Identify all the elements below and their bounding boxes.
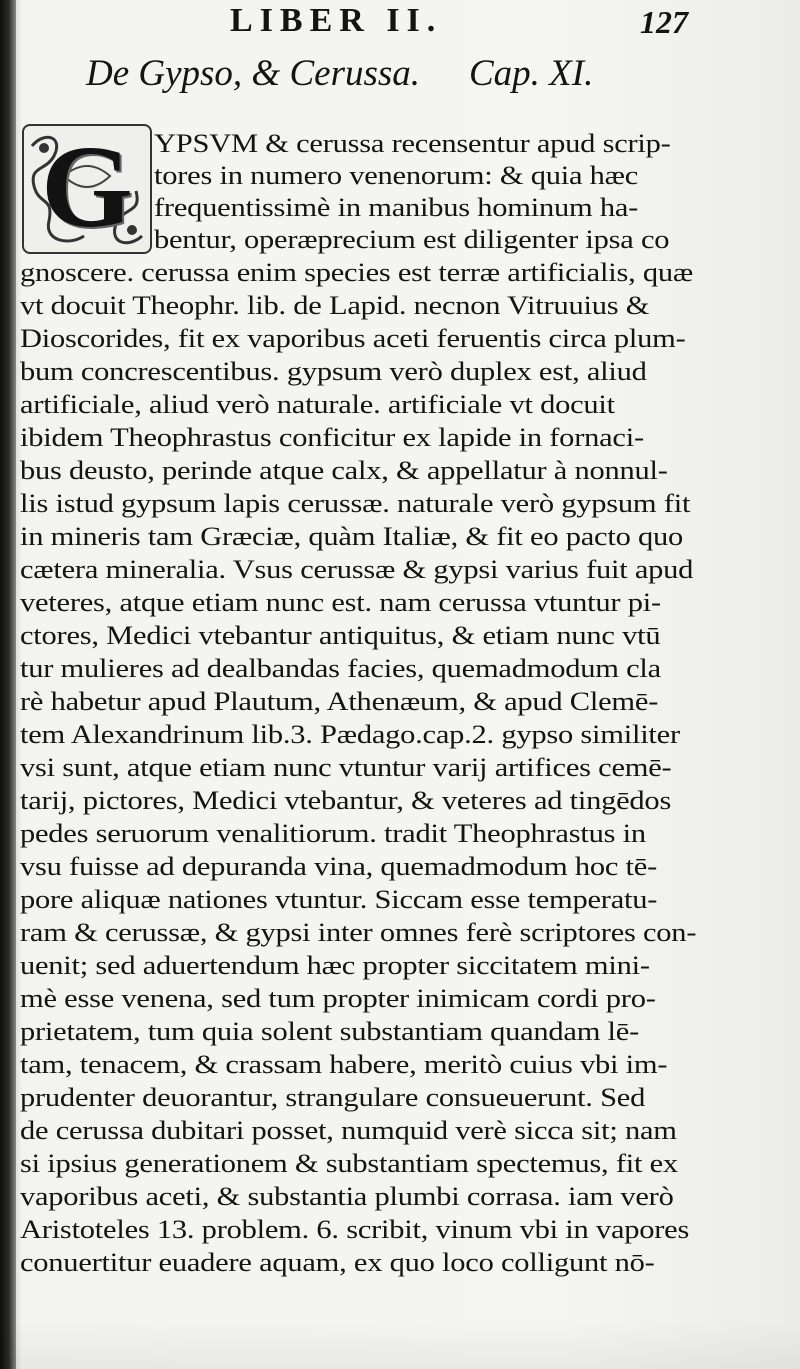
text-line: cætera mineralia. Vsus cerussæ & gypsi varius fuit apud xyxy=(20,554,694,584)
chapter-title: De Gypso, & Cerussa. xyxy=(86,53,421,94)
text-line: veteres, atque etiam nunc est. nam cerussa vtuntur pi- xyxy=(20,587,661,617)
text-line: ram & cerussæ, & gypsi inter omnes ferè scriptores con- xyxy=(20,917,697,947)
text-line: ctores, Medici vtebantur antiquitus, & etiam nunc vtū xyxy=(20,620,661,650)
text-line: de cerussa dubitari posset, numquid verè sicca sit; nam xyxy=(20,1115,677,1145)
text-line: vsu fuisse ad depuranda vina, quemadmodum hoc tē- xyxy=(20,851,658,881)
text-line: Dioscorides, fit ex vaporibus aceti feruentis circa plum- xyxy=(20,323,686,353)
text-line: mè esse venena, sed tum propter inimicam cordi pro- xyxy=(20,983,656,1013)
text-line: tores in numero venenorum: & quia hæc xyxy=(154,160,639,190)
text-line: lis istud gypsum lapis cerussæ. naturale verò gypsum fit xyxy=(20,488,691,518)
text-line: bum concrescentibus. gypsum verò duplex est, aliud xyxy=(20,356,647,386)
text-line: tam, tenacem, & crassam habere, meritò cuius vbi im- xyxy=(20,1049,668,1079)
text-line: uenit; sed aduertendum hæc propter siccitatem mini- xyxy=(20,950,650,980)
text-line: bentur, operæprecium est diligenter ipsa co xyxy=(154,224,670,254)
text-line: vsi sunt, atque etiam nunc vtuntur varij artifices cemē- xyxy=(20,752,672,782)
text-line: Aristoteles 13. problem. 6. scribit, vinum vbi in vapores xyxy=(20,1214,690,1244)
chapter-number: Cap. XI. xyxy=(469,53,594,94)
text-line: frequentissimè in manibus hominum ha- xyxy=(154,192,639,222)
text-line: artificiale, aliud verò naturale. artificiale vt docuit xyxy=(20,389,615,419)
text-line: bus deusto, perinde atque calx, & appellatur à nonnul- xyxy=(20,455,668,485)
page-shadow xyxy=(0,1319,800,1369)
text-line: conuertitur euadere aquam, ex quo loco colligunt nō- xyxy=(20,1247,655,1277)
text-line: tem Alexandrinum lib.3. Pædago.cap.2. gypso similiter xyxy=(20,719,680,749)
text-line: in mineris tam Græciæ, quàm Italiæ, & fit eo pacto quo xyxy=(20,521,683,551)
text-line: pedes seruorum venalitiorum. tradit Theophrastus in xyxy=(20,818,646,848)
text-line: vaporibus aceti, & substantia plumbi corrasa. iam verò xyxy=(20,1181,674,1211)
page-number: 127 xyxy=(640,4,688,40)
initial-letter: G xyxy=(41,124,133,252)
text-line: si ipsius generationem & substantiam spectemus, fit ex xyxy=(20,1148,678,1178)
text-line: prietatem, tum quia solent substantiam quandam lē- xyxy=(20,1016,640,1046)
running-head: LIBER II. xyxy=(230,2,443,39)
text-line: rè habetur apud Plautum, Athenæum, & apud Clemē- xyxy=(20,686,659,716)
text-line: prudenter deuorantur, strangulare consueuerunt. Sed xyxy=(20,1082,646,1112)
text-line: gnoscere. cerussa enim species est terræ artificialis, quæ xyxy=(20,257,693,287)
text-line: ibidem Theophrastus conficitur ex lapide in fornaci- xyxy=(20,422,644,452)
text-line: pore aliquæ nationes vtuntur. Siccam esse temperatu- xyxy=(20,884,658,914)
text-line: tarij, pictores, Medici vtebantur, & veteres ad tingēdos xyxy=(20,785,672,815)
text-line: YPSVM & cerussa recensentur apud scrip- xyxy=(154,128,671,158)
text-line: vt docuit Theophr. lib. de Lapid. necnon Vitruuius & xyxy=(20,290,650,320)
text-line: tur mulieres ad dealbandas facies, quemadmodum cla xyxy=(20,653,661,683)
